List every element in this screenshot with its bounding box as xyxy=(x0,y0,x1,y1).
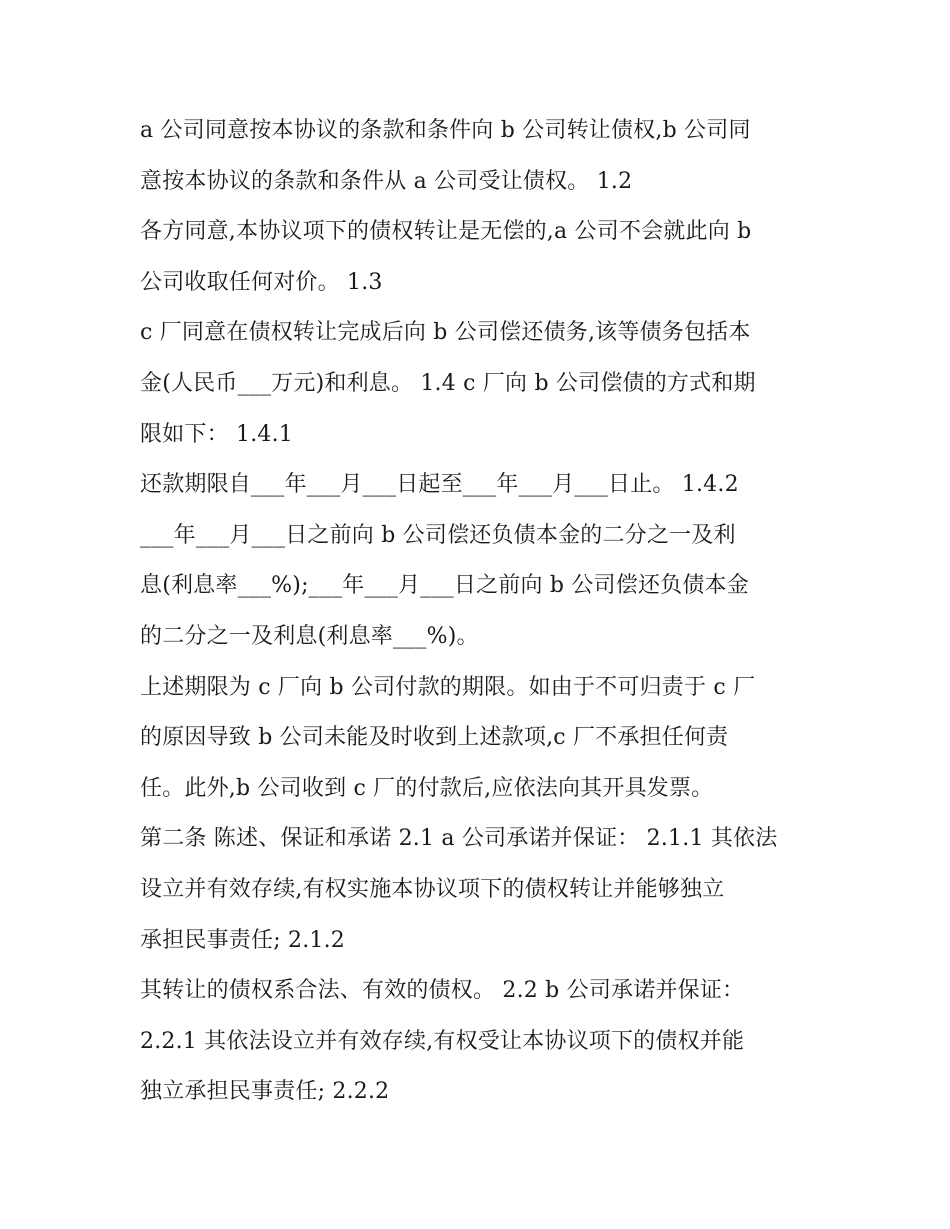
text-line: 的原因导致 b 公司未能及时收到上述款项,c 厂不承担任何责 xyxy=(140,725,729,751)
text-line: 息(利息率___%);___年___月___日之前向 b 公司偿还负债本金 xyxy=(140,573,749,599)
text-line: c 厂同意在债权转让完成后向 b 公司偿还债务,该等债务包括本 xyxy=(140,320,751,346)
text-line: 其转让的债权系合法、有效的债权。 2.2 b 公司承诺并保证： xyxy=(140,978,745,1004)
text-line: a 公司同意按本协议的条款和条件向 b 公司转让债权,b 公司同 xyxy=(140,118,751,143)
text-line: 设立并有效存续,有权实施本协议项下的债权转让并能够独立 xyxy=(140,876,725,902)
text-line: 还款期限自___年___月___日起至___年___月___日止。 1.4.2 xyxy=(140,472,739,498)
text-line: 各方同意,本协议项下的债权转让是无偿的,a 公司不会就此向 b xyxy=(140,219,752,245)
text-line: 意按本协议的条款和条件从 a 公司受让债权。 1.2 xyxy=(140,168,633,194)
text-line: 任。此外,b 公司收到 c 厂的付款后,应依法向其开具发票。 xyxy=(140,775,714,801)
text-line: 2.2.1 其依法设立并有效存续,有权受让本协议项下的债权并能 xyxy=(140,1028,745,1054)
text-line: 限如下： 1.4.1 xyxy=(140,421,293,447)
text-line: 金(人民币___万元)和利息。 1.4 c 厂向 b 公司偿债的方式和期 xyxy=(140,370,756,396)
text-line: 公司收取任何对价。 1.3 xyxy=(140,269,383,295)
document-body xyxy=(140,106,820,1118)
text-line: 的二分之一及利息(利息率___%)。 xyxy=(140,623,479,649)
text-line: 承担民事责任; 2.1.2 xyxy=(140,927,345,953)
text-line: 第二条 陈述、保证和承诺 2.1 a 公司承诺并保证： 2.1.1 其依法 xyxy=(140,826,778,852)
text-line: ___年___月___日之前向 b 公司偿还负债本金的二分之一及利 xyxy=(140,522,736,548)
text-line: 上述期限为 c 厂向 b 公司付款的期限。如由于不可归责于 c 厂 xyxy=(140,674,756,700)
text-line: 独立承担民事责任; 2.2.2 xyxy=(140,1079,390,1105)
